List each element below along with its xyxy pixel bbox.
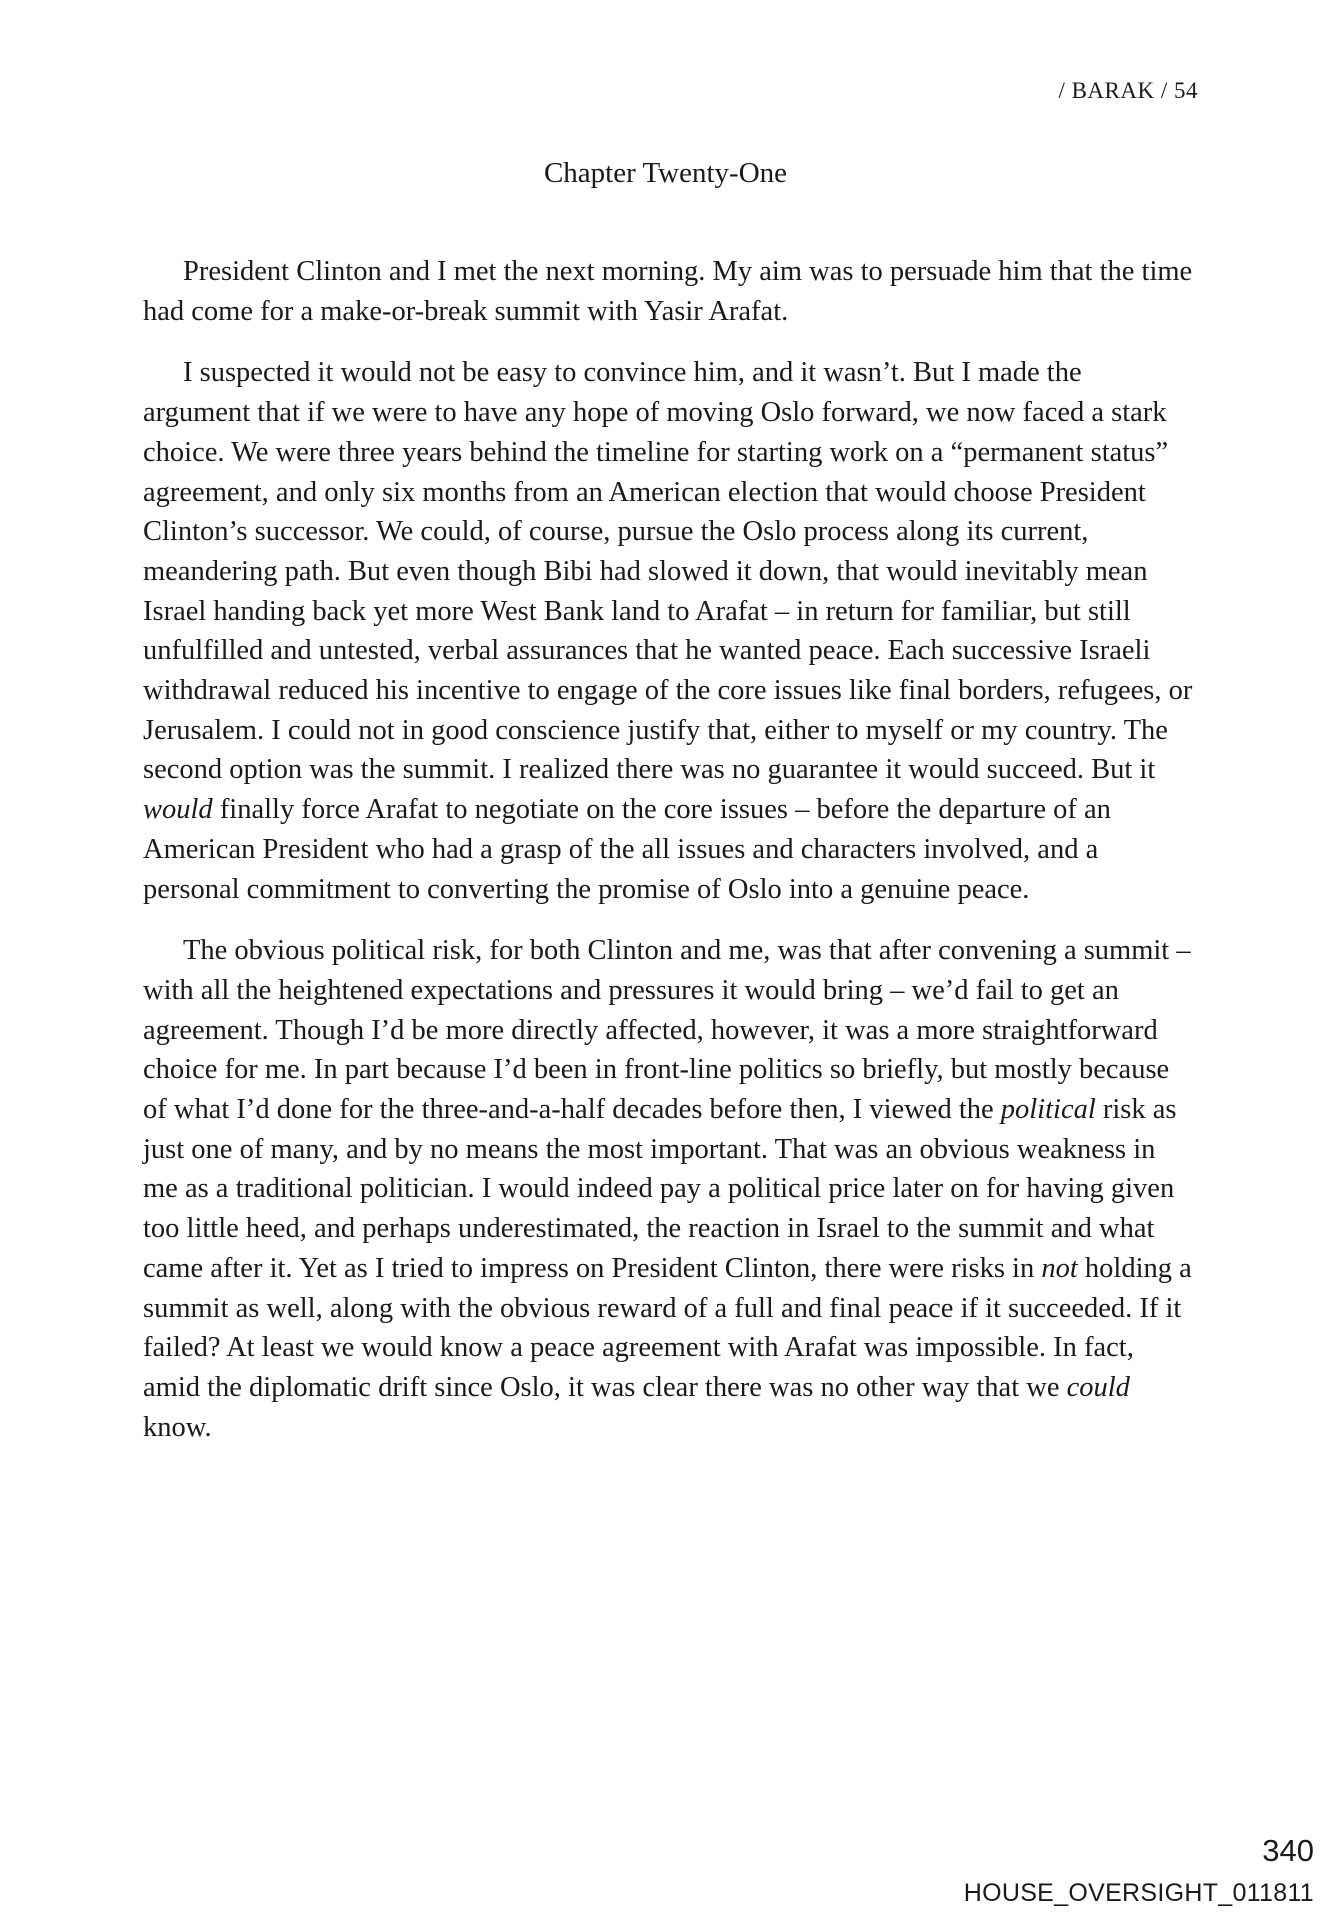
paragraph-2-italic-a: would [143, 794, 213, 826]
paragraph-3-text-a: The obvious political risk, for both Clinton and me, was that after convening a summit – with all the heightened expectations and pressures it would bring – we’d fail to get an agreement. Though I’d be more directly affected, however, it was a more straightforward choice for me. In part because I’d been in front-line politics so briefly, but mostly because of what I’d done for the three-and-a-half decades before then, I viewed the [143, 935, 1191, 1126]
paragraph-3-text-d: know. [143, 1411, 212, 1443]
chapter-title: Chapter Twenty-One [543, 157, 788, 189]
page-number: 340 [1262, 1833, 1314, 1868]
paragraph-3-italic-c: could [1066, 1371, 1130, 1403]
paragraph-2-text-a: I suspected it would not be easy to convince him, and it wasn’t. But I made the argument that if we were to have any hope of moving Oslo forward, we now faced a stark choice. We were three years behind the timeline for starting work on a “permanent status” agreement, and only six months from an American election that would choose President Clinton’s successor. We could, of course, pursue the Oslo process along its current, meandering path. But even though Bibi had slowed it down, that would inevitably mean Israel handing back yet more West Bank land to Arafat – in return for familiar, but still unfulfilled and untested, verbal assurances that he wanted peace. Each successive Israeli withdrawal reduced his incentive to engage of the core issues like final borders, refugees, or Jerusalem. I could not in good conscience justify that, either to myself or my country. The second option was the summit. I realized there was no guarantee it would succeed. But it [143, 357, 1193, 786]
paragraph-1: President Clinton and I met the next morning. My aim was to persuade him that the time had come for a make-or-break summit with Yasir Arafat. [143, 256, 1193, 327]
body-text [143, 252, 1193, 1469]
paragraph-3-text-c: holding a summit as well, along with the obvious reward of a full and final peace if it succeeded. If it failed? At least we would know a peace agreement with Arafat was impossible. In fact, amid the diplomatic drift since Oslo, it was clear there was no other way that we [143, 1252, 1192, 1403]
bates-stamp: HOUSE_OVERSIGHT_011811 [963, 1879, 1314, 1907]
paragraph-3-text-b: risk as just one of many, and by no means the most important. That was an obvious weakness in me as a traditional politician. I would indeed pay a political price later on for having given too little heed, and perhaps underestimated, the reaction in Israel to the summit and what came after it. Yet as I tried to impress on President Clinton, there were risks in [143, 1094, 1177, 1284]
paragraph-3-italic-a: political [1000, 1094, 1096, 1126]
paragraph-3 [143, 931, 1193, 1447]
paragraph-3-italic-b: not [1041, 1252, 1078, 1284]
paragraph-2-text-b: finally force Arafat to negotiate on the core issues – before the departure of an American President who had a grasp of the all issues and characters involved, and a personal commitment to converting the promise of Oslo into a genuine peace. [143, 794, 1111, 905]
running-header: / BARAK / 54 [1058, 78, 1198, 103]
paragraph-2 [143, 353, 1193, 909]
